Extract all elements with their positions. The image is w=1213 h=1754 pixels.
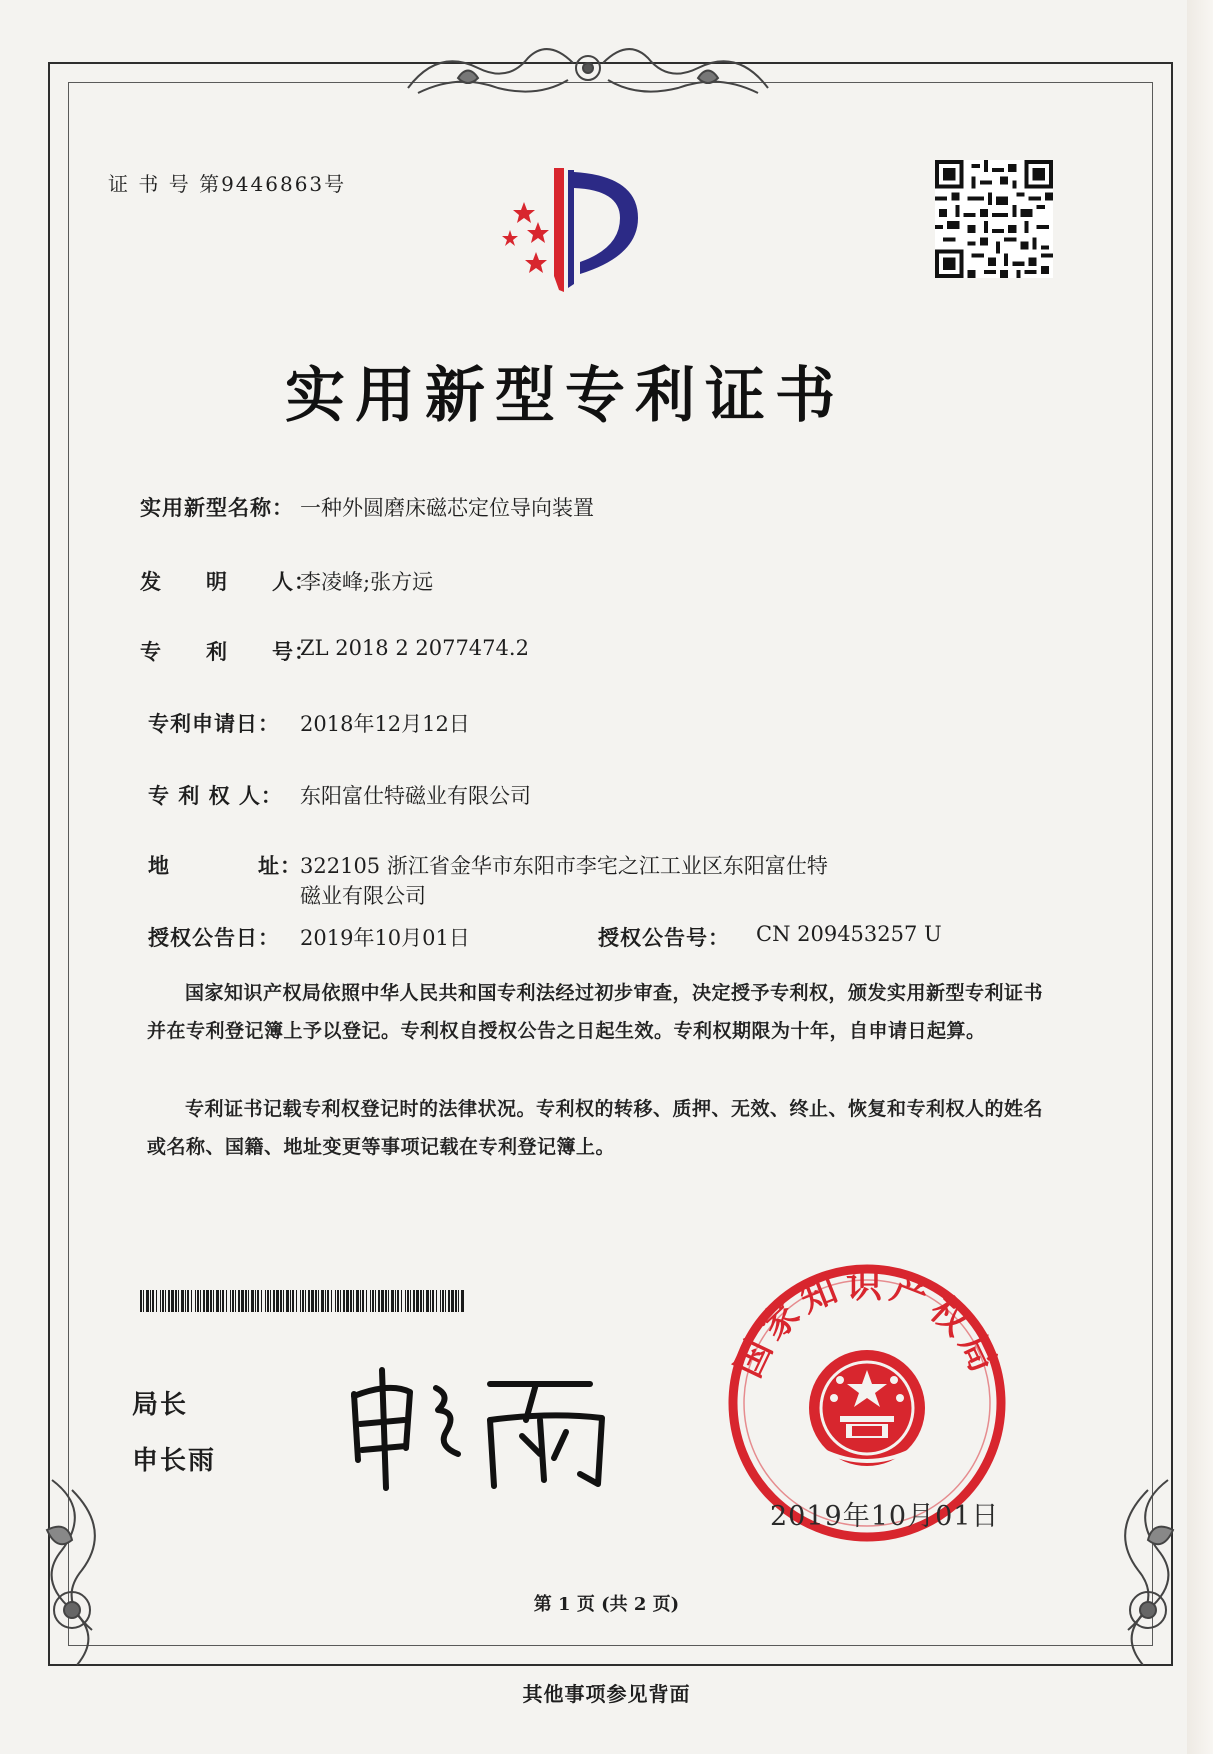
patentee-label: 专 利 权 人： bbox=[148, 783, 283, 808]
barcode-bar bbox=[445, 1290, 446, 1312]
barcode-bar bbox=[416, 1290, 419, 1312]
barcode-bar bbox=[245, 1290, 247, 1312]
barcode-bar bbox=[356, 1290, 359, 1312]
barcode-bar bbox=[385, 1290, 387, 1312]
patent-number-value: ZL 2018 2 2077474.2 bbox=[300, 636, 529, 660]
barcode-bar bbox=[325, 1290, 326, 1312]
barcode-bar bbox=[140, 1290, 142, 1312]
barcode-bar bbox=[405, 1290, 406, 1312]
barcode-bar bbox=[343, 1290, 345, 1312]
barcode-bar bbox=[401, 1290, 402, 1312]
barcode-bar bbox=[308, 1290, 310, 1312]
barcode-bar bbox=[372, 1290, 374, 1312]
barcode-bar bbox=[315, 1290, 317, 1312]
barcode-bar bbox=[216, 1290, 219, 1312]
grant-number-value: CN 209453257 U bbox=[756, 922, 942, 946]
barcode-bar bbox=[162, 1290, 164, 1312]
statement-paragraph-1: 国家知识产权局依照中华人民共和国专利法经过初步审查，决定授予专利权，颁发实用新型专利证书并在专利登记簿上予以登记。专利权自授权公告之日起生效。专利权期限为十年，自申请日起算。 bbox=[147, 982, 1044, 1042]
barcode-bar bbox=[270, 1290, 271, 1312]
barcode-bar bbox=[321, 1290, 324, 1312]
barcode-bar bbox=[241, 1290, 244, 1312]
barcode-bar bbox=[222, 1290, 224, 1312]
barcode-bar bbox=[165, 1290, 166, 1312]
barcode-bar bbox=[265, 1290, 266, 1312]
barcode-bar bbox=[442, 1290, 444, 1312]
barcode-bar bbox=[346, 1290, 349, 1312]
barcode-bar bbox=[311, 1290, 314, 1312]
barcode-bar bbox=[175, 1290, 177, 1312]
barcode-bar bbox=[261, 1290, 262, 1312]
barcode-bar bbox=[213, 1290, 214, 1312]
application-date-value: 2018年12月12日 bbox=[300, 712, 470, 736]
barcode-bar bbox=[206, 1290, 209, 1312]
qr-code bbox=[935, 160, 1053, 278]
barcode-bar bbox=[273, 1290, 275, 1312]
inventor-value: 李凌峰;张方远 bbox=[300, 570, 434, 594]
barcode-bar bbox=[195, 1290, 196, 1312]
statement-paragraph-2: 专利证书记载专利权登记时的法律状况。专利权的转移、质押、无效、终止、恢复和专利权人的姓名或名称、国籍、地址变更等事项记载在专利登记簿上。 bbox=[147, 1098, 1044, 1158]
barcode-bar bbox=[337, 1290, 339, 1312]
barcode-bar bbox=[350, 1290, 352, 1312]
barcode-bar bbox=[302, 1290, 304, 1312]
barcode-bar bbox=[362, 1290, 364, 1312]
barcode-bar bbox=[305, 1290, 306, 1312]
barcode-bar bbox=[232, 1290, 234, 1312]
barcode-bar bbox=[318, 1290, 319, 1312]
address-line-2: 磁业有限公司 bbox=[300, 884, 426, 908]
barcode-bar bbox=[353, 1290, 354, 1312]
barcode-bar bbox=[458, 1290, 459, 1312]
barcode-bar bbox=[407, 1290, 409, 1312]
director-name: 申长雨 bbox=[132, 1446, 217, 1476]
address-line-1: 322105 浙江省金华市东阳市李宅之江工业区东阳富仕特 bbox=[300, 854, 828, 878]
barcode-bar bbox=[187, 1290, 189, 1312]
barcode-bar bbox=[381, 1290, 384, 1312]
barcode-bar bbox=[360, 1290, 361, 1312]
barcode-bar bbox=[267, 1290, 269, 1312]
barcode-bar bbox=[248, 1290, 249, 1312]
barcode-bar bbox=[150, 1290, 151, 1312]
inventor-label: 发 明 人： bbox=[140, 569, 316, 594]
barcode-bar bbox=[220, 1290, 221, 1312]
barcode-bar bbox=[436, 1290, 437, 1312]
barcode-bar bbox=[413, 1290, 415, 1312]
back-side-note: 其他事项参见背面 bbox=[522, 1682, 691, 1706]
barcode-bar bbox=[455, 1290, 457, 1312]
barcode-bar bbox=[290, 1290, 291, 1312]
application-date-label: 专利申请日： bbox=[148, 711, 280, 736]
barcode-bar bbox=[423, 1290, 424, 1312]
barcode-bar bbox=[156, 1290, 157, 1312]
page-number: 第 1 页 (共 2 页) bbox=[533, 1594, 680, 1615]
barcode-bar bbox=[255, 1290, 256, 1312]
barcode-bar bbox=[171, 1290, 174, 1312]
barcode-bar bbox=[152, 1290, 154, 1312]
seal-text: 国家知识产权局 bbox=[727, 1264, 1007, 1384]
barcode-bar bbox=[168, 1290, 170, 1312]
certificate-title: 实用新型专利证书 bbox=[285, 361, 845, 431]
barcode-bar bbox=[375, 1290, 376, 1312]
barcode-bar bbox=[391, 1290, 394, 1312]
barcode-bar bbox=[283, 1290, 284, 1312]
barcode-bar bbox=[160, 1290, 161, 1312]
barcode-bar bbox=[397, 1290, 399, 1312]
national-emblem-icon bbox=[809, 1350, 925, 1466]
barcode-bar bbox=[448, 1290, 450, 1312]
barcode-bar bbox=[251, 1290, 254, 1312]
bottom-left-ornament bbox=[32, 1470, 142, 1670]
barcode-bar bbox=[178, 1290, 179, 1312]
barcode-bar bbox=[191, 1290, 192, 1312]
cnipa-emblem-icon bbox=[488, 156, 678, 296]
barcode-bar bbox=[210, 1290, 212, 1312]
director-handwritten-signature bbox=[340, 1362, 630, 1492]
grant-date-value: 2019年10月01日 bbox=[300, 926, 470, 950]
page-edge bbox=[1187, 0, 1213, 1754]
top-ornament bbox=[398, 38, 778, 98]
barcode-bar bbox=[440, 1290, 441, 1312]
barcode-bar bbox=[395, 1290, 396, 1312]
barcode-bar bbox=[203, 1290, 205, 1312]
barcode-bar bbox=[461, 1290, 464, 1312]
barcode-bar bbox=[276, 1290, 279, 1312]
certificate-number: 证 书 号 第9446863号 bbox=[108, 172, 347, 196]
barcode-bar bbox=[286, 1290, 289, 1312]
director-title: 局长 bbox=[132, 1390, 189, 1420]
barcode-bar bbox=[451, 1290, 454, 1312]
barcode-bar bbox=[426, 1290, 429, 1312]
barcode-bar bbox=[200, 1290, 201, 1312]
patentee-value: 东阳富仕特磁业有限公司 bbox=[300, 784, 531, 808]
barcode-bar bbox=[331, 1290, 332, 1312]
barcode-bar bbox=[235, 1290, 236, 1312]
barcode-bar bbox=[226, 1290, 227, 1312]
barcode-bar bbox=[420, 1290, 422, 1312]
barcode-bar bbox=[430, 1290, 431, 1312]
barcode-bar bbox=[370, 1290, 371, 1312]
bottom-right-ornament bbox=[1078, 1470, 1188, 1670]
grant-date-label: 授权公告日： bbox=[148, 925, 280, 950]
grant-number-label: 授权公告号： bbox=[598, 925, 730, 950]
utility-model-name-label: 实用新型名称： bbox=[140, 495, 294, 520]
barcode-bar bbox=[185, 1290, 186, 1312]
barcode-bar bbox=[197, 1290, 199, 1312]
patent-number-label: 专 利 号： bbox=[140, 639, 316, 664]
address-label: 地 址： bbox=[148, 853, 302, 878]
barcode-bar bbox=[340, 1290, 341, 1312]
barcode-bar bbox=[378, 1290, 380, 1312]
barcode-bar bbox=[327, 1290, 329, 1312]
utility-model-name-value: 一种外圆磨床磁芯定位导向装置 bbox=[300, 496, 594, 520]
barcode-bar bbox=[292, 1290, 294, 1312]
barcode-bar bbox=[410, 1290, 411, 1312]
barcode-bar bbox=[432, 1290, 434, 1312]
barcode bbox=[140, 1290, 467, 1312]
barcode-bar bbox=[257, 1290, 259, 1312]
barcode-bar bbox=[181, 1290, 184, 1312]
barcode-bar bbox=[388, 1290, 389, 1312]
seal-date: 2019年10月01日 bbox=[770, 1501, 1000, 1532]
barcode-bar bbox=[146, 1290, 149, 1312]
barcode-bar bbox=[300, 1290, 301, 1312]
barcode-bar bbox=[143, 1290, 144, 1312]
barcode-bar bbox=[366, 1290, 367, 1312]
barcode-bar bbox=[296, 1290, 297, 1312]
barcode-bar bbox=[230, 1290, 231, 1312]
barcode-bar bbox=[280, 1290, 282, 1312]
barcode-bar bbox=[238, 1290, 240, 1312]
barcode-bar bbox=[335, 1290, 336, 1312]
